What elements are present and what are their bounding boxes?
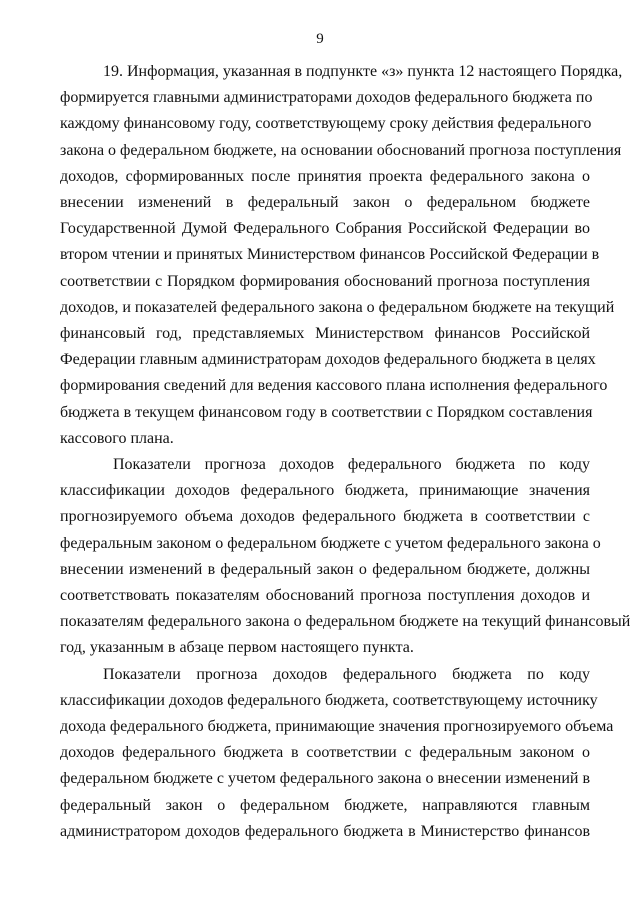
text-line: прогнозируемого объема доходов федерального бюджета в соответствии с <box>60 508 590 526</box>
paragraph-2 <box>60 452 631 662</box>
text-line: формирования сведений для ведения кассового плана исполнения федерального <box>60 377 608 395</box>
paragraph-3 <box>60 662 614 845</box>
text-line: доходов, и показателей федерального закона о федеральном бюджете на текущий <box>60 298 615 316</box>
text-line: федеральный закон о федеральном бюджете, направляются главным <box>60 796 590 814</box>
text-line: внесении изменений в федеральный закон о федеральном бюджете <box>60 194 590 212</box>
text-line: классификации доходов федерального бюджета, принимающие значения <box>60 482 590 500</box>
page-number: 9 <box>316 31 324 47</box>
text-line: бюджета в текущем финансовом году в соответствии с Порядком составления <box>60 403 593 421</box>
text-line: 19. Информация, указанная в подпункте «з» пункта 12 настоящего Порядка, <box>103 63 623 80</box>
text-line: доходов, сформированных после принятия проекта федерального закона о <box>60 167 590 185</box>
text-line: соответствии с Порядком формирования обоснований прогноза поступления <box>60 272 590 290</box>
text-line: год, указанным в абзаце первом настоящего пункта. <box>60 639 414 657</box>
text-line: соответствовать показателям обоснований прогноза поступления доходов и <box>60 587 590 605</box>
body-text <box>60 59 631 845</box>
text-line: доходов федерального бюджета в соответствии с федеральным законом о <box>60 744 590 762</box>
text-line: администратором доходов федерального бюджета в Министерство финансов <box>60 822 590 840</box>
text-line: классификации доходов федерального бюджета, соответствующему источнику <box>60 691 598 709</box>
text-line: втором чтении и принятых Министерством финансов Российской Федерации в <box>60 246 600 264</box>
text-line: Государственной Думой Федерального Собрания Российской Федерации во <box>60 220 590 238</box>
text-line: Показатели прогноза доходов федерального бюджета по коду <box>103 665 590 683</box>
text-line: внесении изменений в федеральный закон о федеральном бюджете, должны <box>60 560 590 578</box>
text-line: федеральном бюджете с учетом федерального закона о внесении изменений в <box>60 770 591 788</box>
text-line: кассового плана. <box>60 429 174 447</box>
text-line: Показатели прогноза доходов федерального бюджета по коду <box>113 456 590 474</box>
paragraph-1 <box>60 59 623 452</box>
text-line: показателям федерального закона о федеральном бюджете на текущий финансовый <box>60 613 631 631</box>
text-line: дохода федерального бюджета, принимающие значения прогнозируемого объема <box>60 718 614 736</box>
text-line: формируется главными администраторами доходов федерального бюджета по <box>60 89 593 107</box>
text-line: каждому финансовому году, соответствующему сроку действия федерального <box>60 115 592 133</box>
text-line: Федерации главным администраторам доходов федерального бюджета в целях <box>60 351 596 369</box>
text-line: федеральным законом о федеральном бюджете с учетом федерального закона о <box>60 534 601 552</box>
text-line: финансовый год, представляемых Министерством финансов Российской <box>60 325 590 343</box>
text-line: закона о федеральном бюджете, на основании обоснований прогноза поступления <box>60 141 622 159</box>
